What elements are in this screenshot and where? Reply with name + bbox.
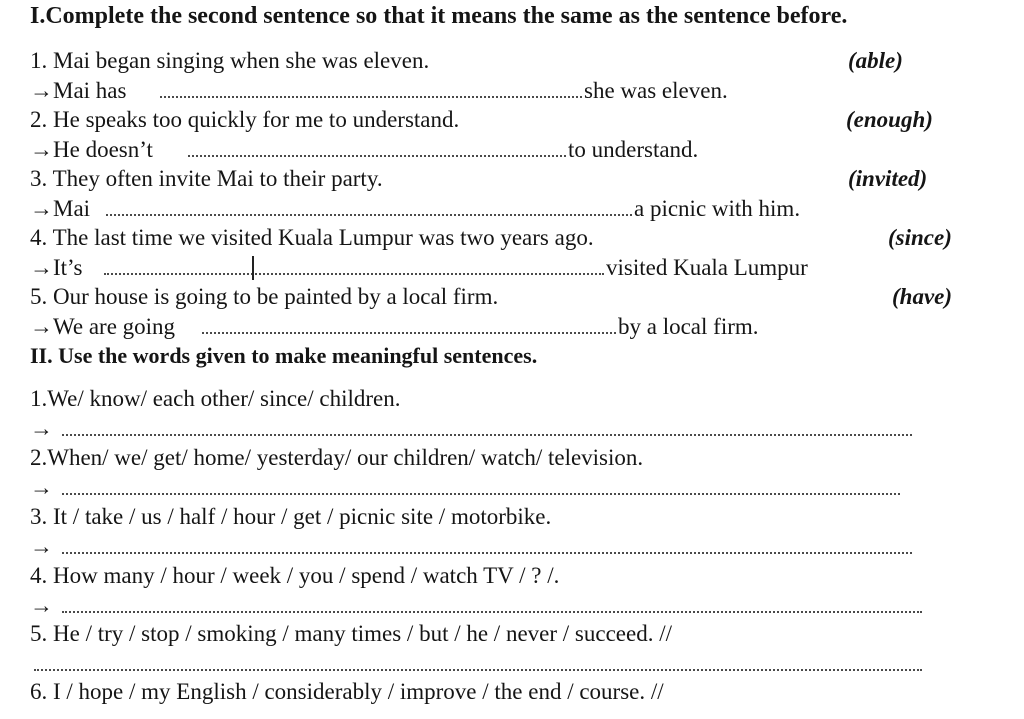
s2-item-5-words: 5. He / try / stop / smoking / many times / but / he / never / succeed. // bbox=[30, 621, 672, 646]
s2-item-6-words: 6. I / hope / my English / considerably / improve / the end / course. // bbox=[30, 679, 664, 704]
q1-answer-end: she was eleven. bbox=[584, 78, 728, 103]
q2-answer-start: →He doesn’t bbox=[30, 137, 153, 162]
s2-item-2-answer-blank[interactable] bbox=[62, 493, 900, 495]
q3-answer-blank[interactable] bbox=[106, 214, 632, 216]
q4-sentence: 4. The last time we visited Kuala Lumpur was two years ago. bbox=[30, 225, 594, 250]
s2-item-1-arrow: → bbox=[30, 416, 53, 441]
s2-item-4-arrow: → bbox=[30, 593, 53, 618]
q2-hint: (enough) bbox=[846, 107, 933, 132]
s2-item-2-words: 2.When/ we/ get/ home/ yesterday/ our children/ watch/ television. bbox=[30, 445, 644, 470]
s2-item-3-arrow: → bbox=[30, 534, 53, 559]
s2-item-5-answer-blank[interactable] bbox=[34, 669, 922, 671]
q4-answer-end: visited Kuala Lumpur bbox=[606, 255, 808, 280]
q2-sentence: 2. He speaks too quickly for me to understand. bbox=[30, 107, 460, 132]
q5-sentence: 5. Our house is going to be painted by a local firm. bbox=[30, 284, 499, 309]
q3-answer-start: →Mai bbox=[30, 196, 91, 221]
q1-answer-start: →Mai has bbox=[30, 78, 127, 103]
s2-item-4-answer-blank[interactable] bbox=[62, 611, 922, 613]
s2-item-3-answer-blank[interactable] bbox=[62, 552, 912, 554]
q1-answer-blank[interactable] bbox=[160, 96, 582, 98]
s2-item-2-arrow: → bbox=[30, 475, 53, 500]
q4-answer-start: →It’s bbox=[30, 255, 83, 280]
s2-item-1-answer-blank[interactable] bbox=[62, 434, 912, 436]
s2-item-1-words: 1.We/ know/ each other/ since/ children. bbox=[30, 386, 401, 411]
q4-hint: (since) bbox=[888, 225, 952, 250]
q2-answer-blank[interactable] bbox=[188, 155, 566, 157]
q2-answer-end: to understand. bbox=[568, 137, 699, 162]
q5-answer-end: by a local firm. bbox=[618, 314, 759, 339]
q3-sentence: 3. They often invite Mai to their party. bbox=[30, 166, 383, 191]
q5-answer-blank[interactable] bbox=[202, 332, 616, 334]
q3-hint: (invited) bbox=[848, 166, 928, 191]
q1-hint: (able) bbox=[848, 48, 903, 73]
text-cursor bbox=[252, 256, 254, 280]
q3-answer-end: a picnic with him. bbox=[634, 196, 801, 221]
q4-answer-blank[interactable] bbox=[104, 273, 604, 275]
q5-answer-start: →We are going bbox=[30, 314, 176, 339]
section-2-title: II. Use the words given to make meaningful sentences. bbox=[30, 343, 538, 368]
s2-item-3-words: 3. It / take / us / half / hour / get / picnic site / motorbike. bbox=[30, 504, 552, 529]
q1-sentence: 1. Mai began singing when she was eleven. bbox=[30, 48, 430, 73]
section-1-title: I.Complete the second sentence so that it means the same as the sentence before. bbox=[30, 3, 848, 29]
q5-hint: (have) bbox=[892, 284, 953, 309]
s2-item-4-words: 4. How many / hour / week / you / spend / watch TV / ? /. bbox=[30, 563, 560, 588]
